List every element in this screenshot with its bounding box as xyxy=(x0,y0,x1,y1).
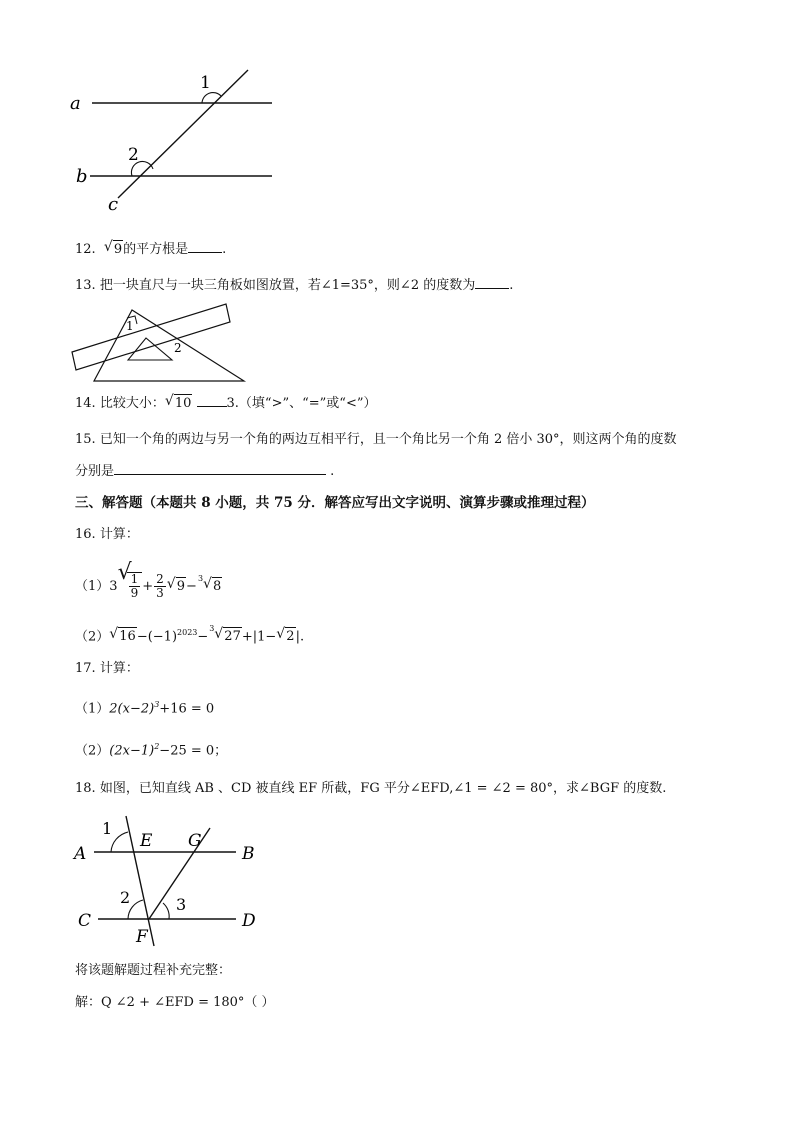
part-label: （2） xyxy=(75,629,110,645)
angle-1-arc xyxy=(111,832,128,852)
question-text: 比较大小： xyxy=(99,396,165,411)
numerator: 2 xyxy=(156,572,164,586)
fig-label-2: 2 xyxy=(174,341,182,355)
question-16 xyxy=(75,526,139,544)
question-text: 已知一个角的两边与另一个角的两边互相平行，且一个角比另一个角 2 倍小 30°，则这两个角的度数 xyxy=(99,432,677,447)
operator: − xyxy=(197,629,209,645)
answer-blank xyxy=(188,240,222,253)
section-3-title: 三、解答题（本题共 8 小题，共 75 分．解答应写出文字说明、演算步骤或推理过程） xyxy=(75,495,595,511)
period: . xyxy=(509,278,514,293)
question-text: 计算： xyxy=(99,661,139,676)
label-B: B xyxy=(242,844,255,864)
label-F: F xyxy=(136,927,148,947)
triangle-outer xyxy=(94,310,244,381)
question-17 xyxy=(75,660,139,678)
denominator: 9 xyxy=(130,586,139,600)
root-index: 3 xyxy=(209,624,215,634)
operator: + xyxy=(142,579,154,594)
part-label: （1） xyxy=(75,579,110,594)
label-b: b xyxy=(76,166,88,187)
label-1: 1 xyxy=(200,73,211,93)
angle-1-arc xyxy=(202,93,221,103)
sqrt-expression: √ 16 xyxy=(109,626,136,645)
expression-part: (2x−1) xyxy=(109,743,155,759)
complete-solution-prompt: 将该题解题过程补充完整： xyxy=(75,963,232,978)
label-1: 1 xyxy=(102,819,113,838)
sqrt-expression: √ 2 xyxy=(276,626,295,645)
label-D: D xyxy=(242,911,256,931)
question-15-line-1 xyxy=(75,431,677,449)
triangle-inner xyxy=(128,338,172,360)
question-text-after: 3.（填“>”、“=”或“<”） xyxy=(226,396,377,411)
expression-part: 2(x−2) xyxy=(109,701,155,717)
exponent: 3 xyxy=(154,700,160,709)
angle-3-arc xyxy=(163,903,169,919)
root-index: 3 xyxy=(197,574,204,583)
expression-part: +|1− xyxy=(241,629,277,645)
fig-label-1: 1 xyxy=(126,319,134,333)
fraction xyxy=(154,573,166,600)
question-text: 分别是 xyxy=(75,464,115,479)
figure-parallel-lines-abc xyxy=(60,62,290,222)
expression-part: |. xyxy=(295,629,305,645)
question-12 xyxy=(75,240,226,259)
question-text: 的平方根是 xyxy=(123,242,189,257)
label-2: 2 xyxy=(120,888,131,907)
part-label: （1） xyxy=(75,701,110,717)
question-number: 14. xyxy=(75,396,96,411)
cbrt-expression: 3 √ 27 xyxy=(214,627,242,646)
question-13 xyxy=(75,276,513,295)
question-number: 12. xyxy=(75,242,96,257)
cbrt-expression: 3 √ 8 xyxy=(203,577,222,596)
expression-part: +16 = 0 xyxy=(159,701,215,717)
question-14 xyxy=(75,394,377,413)
question-text: 计算： xyxy=(99,527,139,542)
line-c xyxy=(118,70,248,198)
operator: − xyxy=(186,579,197,594)
question-17-part-2 xyxy=(75,738,227,760)
question-16-part-1 xyxy=(75,560,222,600)
figure-ab-cd-ef xyxy=(70,806,270,956)
period: . xyxy=(330,464,335,479)
question-16-part-2 xyxy=(75,624,304,646)
question-text: 把一块直尺与一块三角板如图放置，若∠1=35°，则∠2 的度数为 xyxy=(99,278,476,293)
answer-blank xyxy=(475,276,509,289)
solution-line-1: 解：Q ∠2 + ∠EFD = 180°（ ） xyxy=(75,995,275,1010)
exponent: 2023 xyxy=(177,628,198,637)
sqrt-expression: √ 10 xyxy=(164,393,192,411)
exponent: 2 xyxy=(154,742,160,751)
sqrt-fraction: √ $\frac{1}{9}$ xyxy=(118,572,143,600)
angle-2-arc xyxy=(128,900,143,919)
question-number: 17. xyxy=(75,661,96,676)
part-label: （2） xyxy=(75,743,110,759)
denominator: 3 xyxy=(156,586,164,600)
label-3: 3 xyxy=(176,895,187,914)
label-E: E xyxy=(140,831,153,851)
expression-part: −(−1) xyxy=(136,629,178,645)
question-text: 如图，已知直线 AB 、CD 被直线 EF 所截，FG 平分∠EFD,∠1 = ∠2 = 80°，求∠BGF 的度数. xyxy=(99,781,667,796)
question-number: 16. xyxy=(75,527,96,542)
question-number: 15. xyxy=(75,432,96,447)
question-17-part-1 xyxy=(75,696,214,718)
sqrt-expression: √ 9 xyxy=(166,576,186,594)
answer-blank xyxy=(197,394,227,407)
question-number: 18. xyxy=(75,781,96,796)
answer-blank xyxy=(114,462,326,475)
label-2: 2 xyxy=(128,145,139,165)
coefficient: 3 xyxy=(109,579,118,594)
label-A: A xyxy=(74,844,87,864)
question-number: 13. xyxy=(75,278,96,293)
question-18 xyxy=(75,780,666,798)
period: . xyxy=(222,242,227,257)
question-15-line-2 xyxy=(75,462,334,481)
label-c: c xyxy=(108,194,119,215)
label-G: G xyxy=(188,831,202,851)
numerator: 1 xyxy=(130,572,139,586)
label-C: C xyxy=(78,911,92,931)
expression-part: −25 = 0； xyxy=(159,743,228,759)
label-a: a xyxy=(70,93,81,114)
sqrt-expression: √ 9 xyxy=(103,239,123,257)
figure-ruler-triangle xyxy=(68,300,248,384)
